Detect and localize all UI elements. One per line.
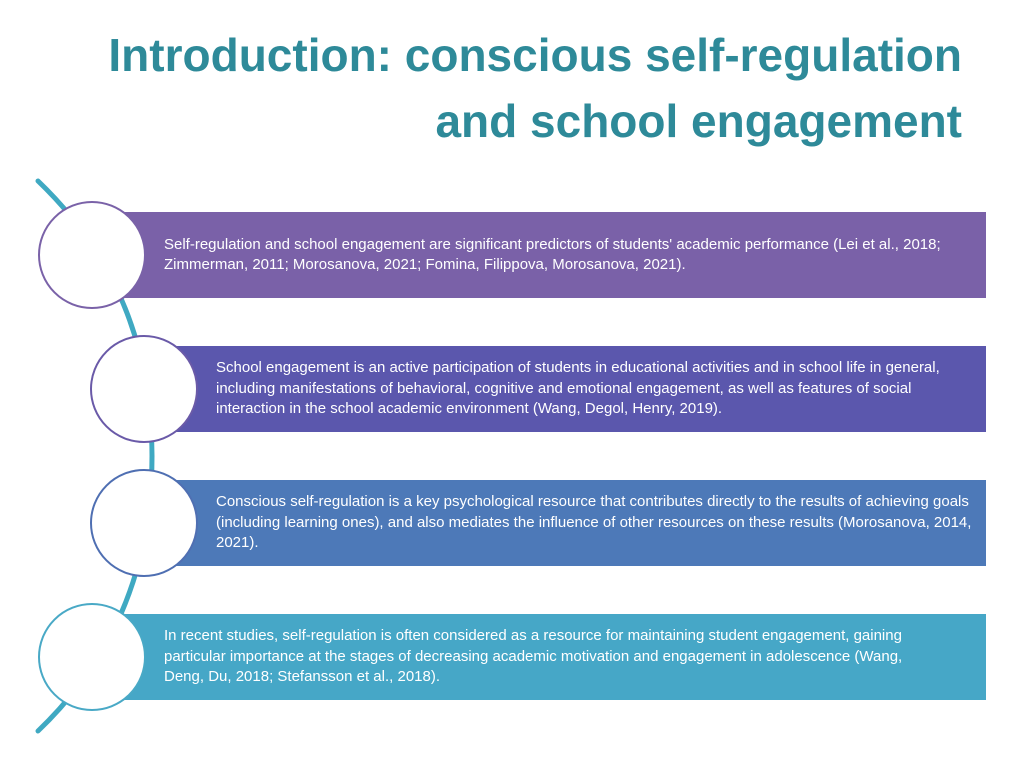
list-item-1-text: Self-regulation and school engagement are significant predictors of students' academic performance (Lei et al., 2018; Zimmerman, 2011; Morosanova, 2021; Fomina, Filippova, Morosanova, 2021). (164, 235, 941, 273)
slide-title: Introduction: conscious self-regulation and school engagement (108, 29, 962, 147)
list-item-4 (120, 614, 986, 700)
list-item-2-text: School engagement is an active participation of students in educational activities and in school life in general, including manifestations of behavioral, cognitive and emotional engagement, as well as features of social interaction in the school academic environment (Wang, Degol, Henry, 2019). (216, 359, 940, 418)
list-item-3 (172, 480, 986, 566)
list-item-3-text: Conscious self-regulation is a key psychological resource that contributes directly to the results of achieving goals (including learning ones), and also mediates the influence of other resources on these results (Morosanova, 2014, 2021). (216, 493, 972, 552)
list-item-2-circle (90, 335, 198, 443)
list-item-1-circle (38, 201, 146, 309)
list-item-2 (172, 346, 986, 432)
list-item-1 (120, 212, 986, 298)
list-item-4-text: In recent studies, self-regulation is often considered as a resource for maintaining student engagement, gaining particular importance at the stages of decreasing academic motivation and engagement in adolescence (Wang, Deng, Du, 2018; Stefansson et al., 2018). (164, 627, 903, 686)
list-item-3-circle (90, 469, 198, 577)
list-item-4-circle (38, 603, 146, 711)
